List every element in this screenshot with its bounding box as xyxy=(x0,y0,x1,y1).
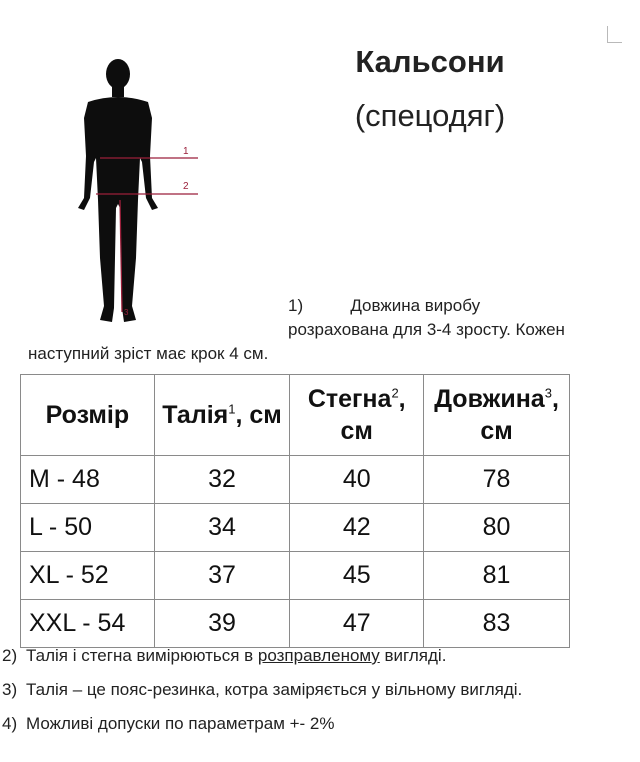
table-row xyxy=(21,504,570,552)
header-waist: Талія$^1$, см xyxy=(154,375,290,456)
header-length: Довжина$^3$, см xyxy=(424,375,570,456)
footnote-3: 3) Талія – це пояс-резинка, котра заміряється у вільному вигляді. xyxy=(2,680,523,699)
cell-waist: 32 xyxy=(154,456,290,504)
cell-size: M - 48 xyxy=(21,456,155,504)
cell-waist: 37 xyxy=(154,552,290,600)
footnote-4: 4) Можливі допуски по параметрам +- 2% xyxy=(2,714,335,733)
cell-waist: 39 xyxy=(154,600,290,648)
cell-length: 83 xyxy=(424,600,570,648)
cell-size: XXL - 54 xyxy=(21,600,155,648)
length-label: 3 xyxy=(124,308,129,317)
page-title: Кальсони xyxy=(355,44,505,79)
footnote-2: 2) Талія і стегна вимірюються в розправленому вигляді. xyxy=(2,646,447,665)
cell-hip: 47 xyxy=(290,600,424,648)
size-table xyxy=(20,374,570,648)
table-row xyxy=(21,552,570,600)
cell-waist: 34 xyxy=(154,504,290,552)
cell-size: XL - 52 xyxy=(21,552,155,600)
cell-size: L - 50 xyxy=(21,504,155,552)
cell-length: 78 xyxy=(424,456,570,504)
length-note-line1: 1) Довжина виробу xyxy=(288,296,481,315)
body-silhouette-diagram xyxy=(66,58,206,328)
hip-label: 2 xyxy=(183,181,189,192)
corner-crop-mark xyxy=(607,26,622,43)
table-row xyxy=(21,600,570,648)
page-subtitle: (спецодяг) xyxy=(354,98,506,133)
table-header-row xyxy=(21,375,570,456)
table-row xyxy=(21,456,570,504)
length-note xyxy=(28,294,618,366)
waist-label: 1 xyxy=(183,146,189,157)
length-note-line2: розрахована для 3-4 зросту. Кожен xyxy=(288,320,565,339)
cell-length: 81 xyxy=(424,552,570,600)
cell-hip: 42 xyxy=(290,504,424,552)
cell-hip: 45 xyxy=(290,552,424,600)
header-hip: Стегна$^2$, см xyxy=(290,375,424,456)
length-note-line3: наступний зріст має крок 4 см. xyxy=(28,344,269,363)
silhouette-icon xyxy=(78,59,158,322)
cell-length: 80 xyxy=(424,504,570,552)
cell-hip: 40 xyxy=(290,456,424,504)
header-size: Розмір xyxy=(21,375,155,456)
